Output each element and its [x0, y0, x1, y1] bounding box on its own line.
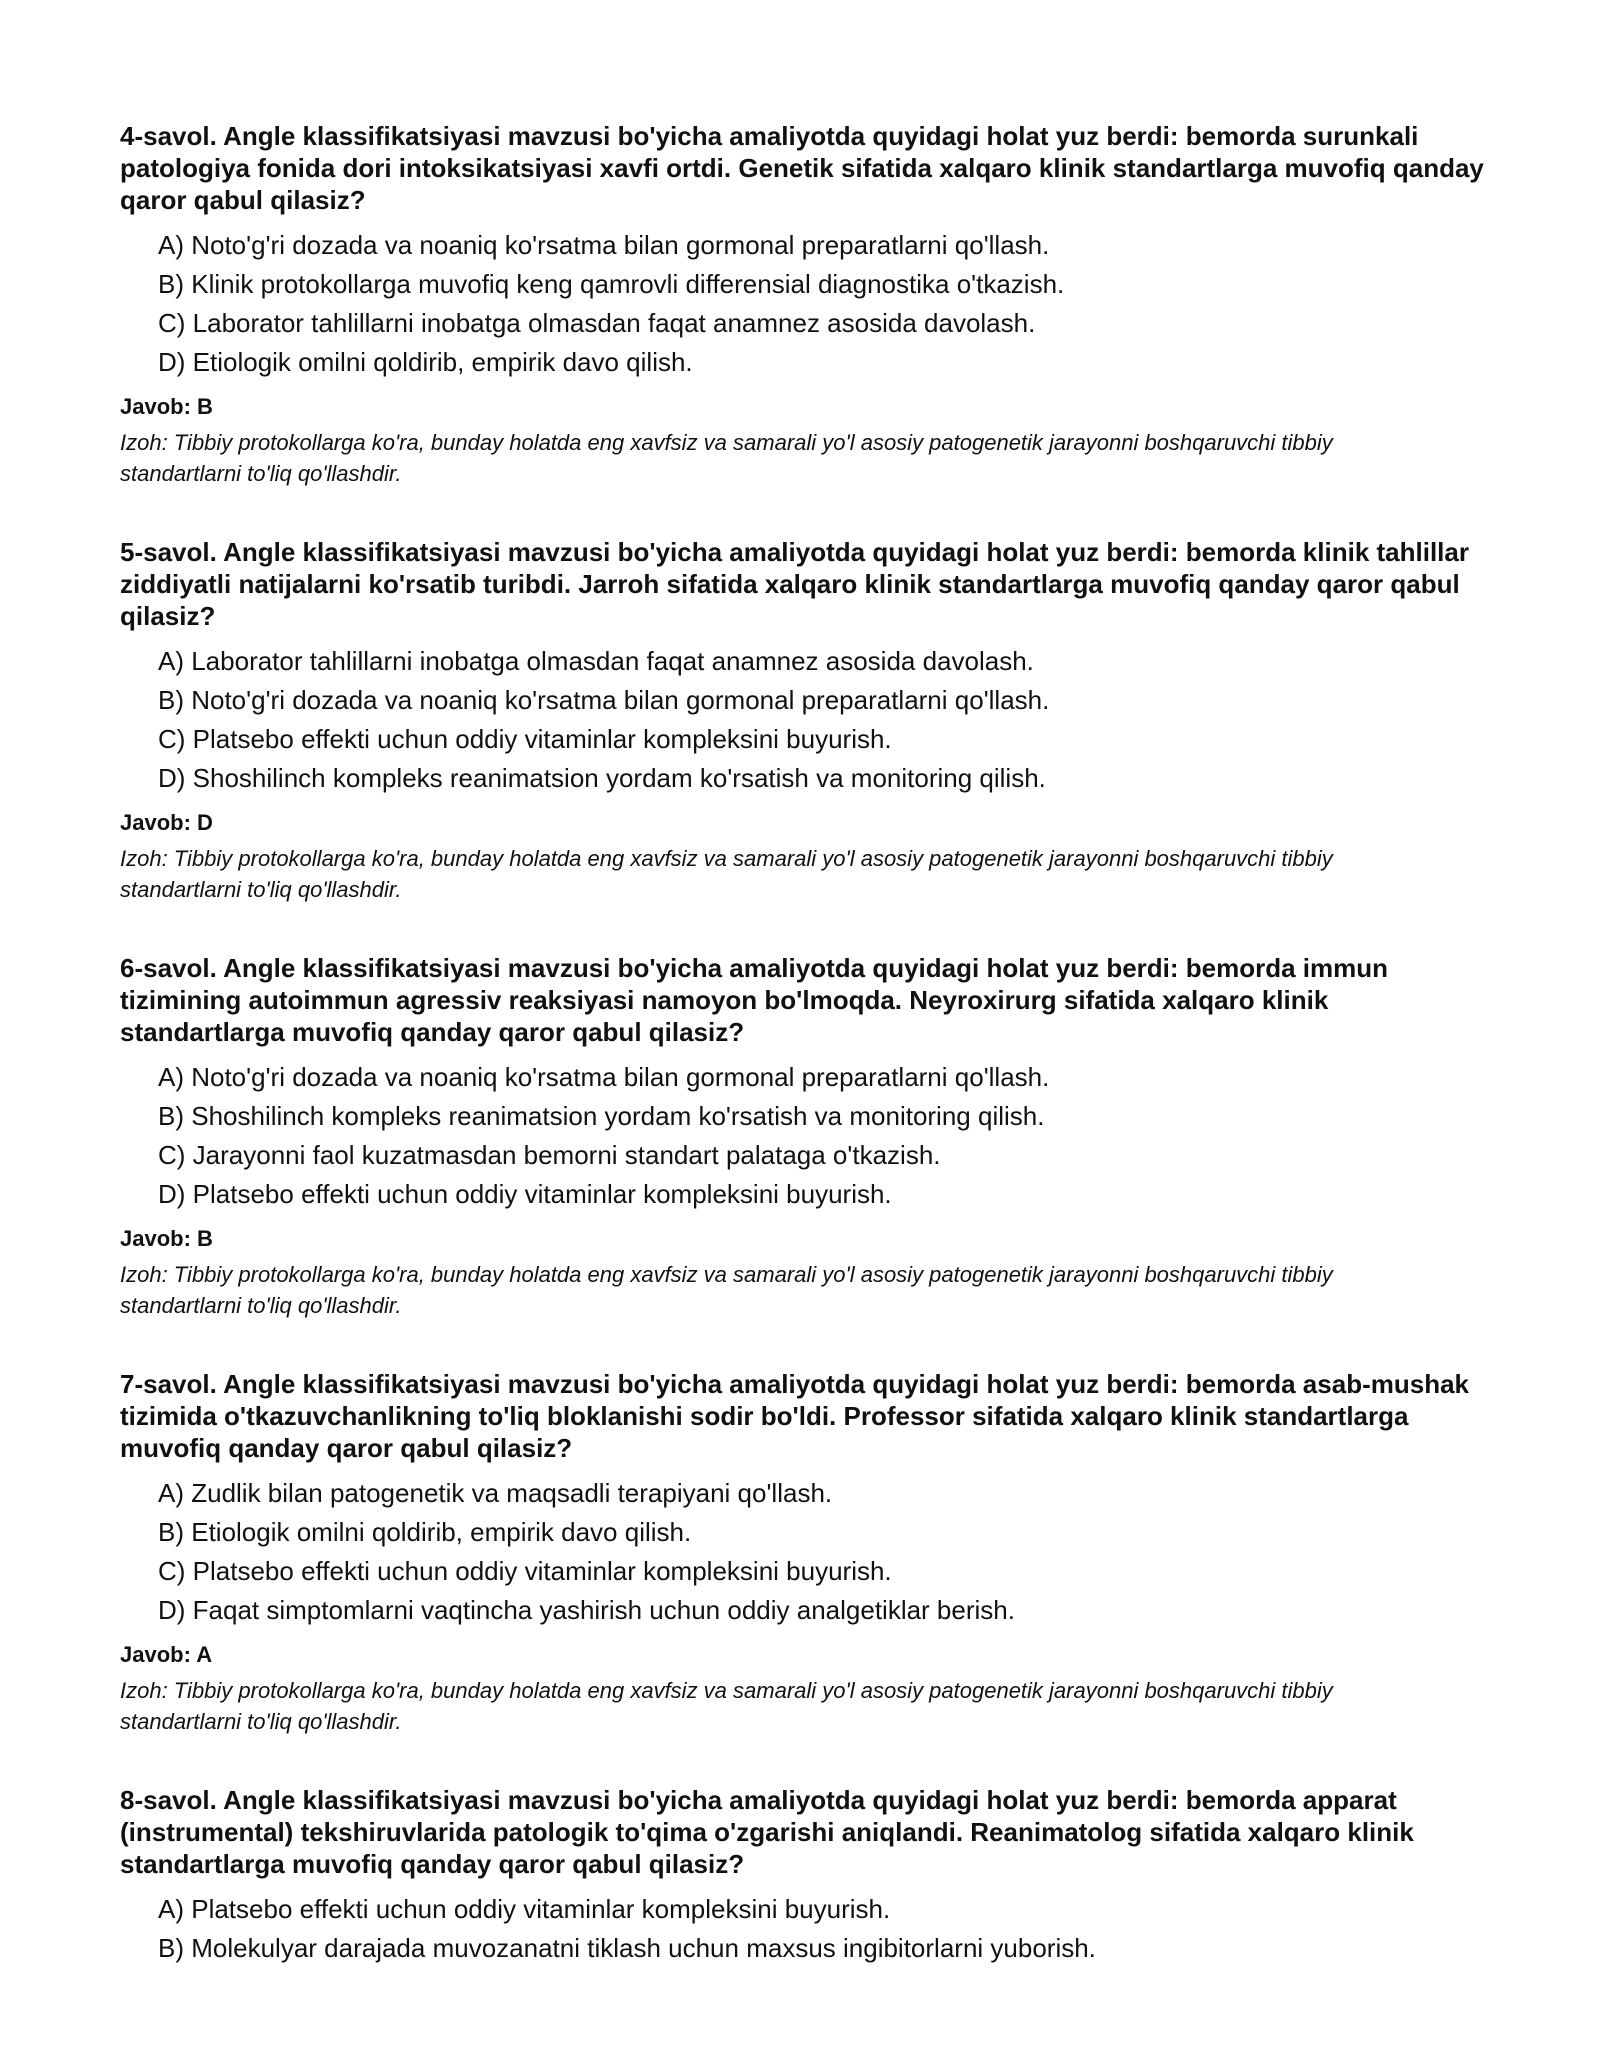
- option-b: B) Etiologik omilni qoldirib, empirik davo qilish.: [158, 1517, 692, 1547]
- options-list: [120, 1474, 1490, 1630]
- option-a: A) Platsebo effekti uchun oddiy vitaminlar kompleksini buyurish.: [158, 1894, 891, 1924]
- question-title: 5-savol. Angle klassifikatsiyasi mavzusi bo'yicha amaliyotda quyidagi holat yuz berdi: bemorda klinik tahlillar ziddiyatli natijalarni ko'rsatib turibdi. Jarroh sifatida xalqaro klinik standartlarga muvofiq qanday qaror qabul qilasiz?: [120, 537, 1469, 631]
- question-title: 4-savol. Angle klassifikatsiyasi mavzusi bo'yicha amaliyotda quyidagi holat yuz berdi: bemorda surunkali patologiya fonida dori intoksikatsiyasi xavfi ortdi. Genetik sifatida xalqaro klinik standartlarga muvofiq qanday qaror qabul qilasiz?: [120, 121, 1484, 215]
- option-c: C) Platsebo effekti uchun oddiy vitaminlar kompleksini buyurish.: [158, 1556, 892, 1586]
- options-list: [120, 226, 1490, 382]
- document-page: [120, 120, 1490, 2015]
- question-8: [120, 1784, 1490, 1968]
- option-b: B) Klinik protokollarga muvofiq keng qamrovli differensial diagnostika o'tkazish.: [158, 269, 1065, 299]
- option-a: A) Zudlik bilan patogenetik va maqsadli terapiyani qo'llash.: [158, 1478, 833, 1508]
- question-5: [120, 536, 1490, 905]
- option-d: D) Platsebo effekti uchun oddiy vitaminlar kompleksini buyurish.: [158, 1179, 892, 1209]
- answer-label: Javob: A: [120, 1642, 213, 1667]
- answer-label: Javob: D: [120, 810, 213, 835]
- options-list: [120, 1058, 1490, 1214]
- answer-label: Javob: B: [120, 394, 213, 419]
- question-title: 7-savol. Angle klassifikatsiyasi mavzusi bo'yicha amaliyotda quyidagi holat yuz berdi: bemorda asab-mushak tizimida o'tkazuvchanlikning to'liq bloklanishi sodir bo'ldi. Professor sifatida xalqaro klinik standartlarga muvofiq qanday qaror qabul qilasiz?: [120, 1369, 1469, 1463]
- option-b: B) Noto'g'ri dozada va noaniq ko'rsatma bilan gormonal preparatlarni qo'llash.: [158, 685, 1050, 715]
- option-b: B) Molekulyar darajada muvozanatni tiklash uchun maxsus ingibitorlarni yuborish.: [158, 1933, 1096, 1963]
- option-d: D) Shoshilinch kompleks reanimatsion yordam ko'rsatish va monitoring qilish.: [158, 763, 1046, 793]
- question-title: 8-savol. Angle klassifikatsiyasi mavzusi bo'yicha amaliyotda quyidagi holat yuz berdi: bemorda apparat (instrumental) tekshiruvlarida patologik to'qima o'zgarishi aniqlandi. Reanimatolog sifatida xalqaro klinik standartlarga muvofiq qanday qaror qabul qilasiz?: [120, 1785, 1414, 1879]
- explanation-note: Izoh: Tibbiy protokollarga ko'ra, bunday holatda eng xavfsiz va samarali yo'l asosiy patogenetik jarayonni boshqaruvchi tibbiy standartlarni to'liq qo'llashdir.: [120, 430, 1333, 486]
- options-list: [120, 1890, 1490, 1968]
- explanation-note: Izoh: Tibbiy protokollarga ko'ra, bunday holatda eng xavfsiz va samarali yo'l asosiy patogenetik jarayonni boshqaruvchi tibbiy standartlarni to'liq qo'llashdir.: [120, 1678, 1333, 1734]
- option-a: A) Noto'g'ri dozada va noaniq ko'rsatma bilan gormonal preparatlarni qo'llash.: [158, 230, 1050, 260]
- option-a: A) Noto'g'ri dozada va noaniq ko'rsatma bilan gormonal preparatlarni qo'llash.: [158, 1062, 1050, 1092]
- question-title: 6-savol. Angle klassifikatsiyasi mavzusi bo'yicha amaliyotda quyidagi holat yuz berdi: bemorda immun tizimining autoimmun agressiv reaksiyasi namoyon bo'lmoqda. Neyroxirurg sifatida xalqaro klinik standartlarga muvofiq qanday qaror qabul qilasiz?: [120, 953, 1389, 1047]
- explanation-note: Izoh: Tibbiy protokollarga ko'ra, bunday holatda eng xavfsiz va samarali yo'l asosiy patogenetik jarayonni boshqaruvchi tibbiy standartlarni to'liq qo'llashdir.: [120, 846, 1333, 902]
- question-7: [120, 1368, 1490, 1737]
- explanation-note: Izoh: Tibbiy protokollarga ko'ra, bunday holatda eng xavfsiz va samarali yo'l asosiy patogenetik jarayonni boshqaruvchi tibbiy standartlarni to'liq qo'llashdir.: [120, 1262, 1333, 1318]
- option-d: D) Faqat simptomlarni vaqtincha yashirish uchun oddiy analgetiklar berish.: [158, 1595, 1015, 1625]
- option-b: B) Shoshilinch kompleks reanimatsion yordam ko'rsatish va monitoring qilish.: [158, 1101, 1045, 1131]
- option-a: A) Laborator tahlillarni inobatga olmasdan faqat anamnez asosida davolash.: [158, 646, 1034, 676]
- question-6: [120, 952, 1490, 1321]
- question-4: [120, 120, 1490, 489]
- options-list: [120, 642, 1490, 798]
- answer-label: Javob: B: [120, 1226, 213, 1251]
- option-c: C) Jarayonni faol kuzatmasdan bemorni standart palataga o'tkazish.: [158, 1140, 941, 1170]
- option-d: D) Etiologik omilni qoldirib, empirik davo qilish.: [158, 347, 693, 377]
- option-c: C) Platsebo effekti uchun oddiy vitaminlar kompleksini buyurish.: [158, 724, 892, 754]
- option-c: C) Laborator tahlillarni inobatga olmasdan faqat anamnez asosida davolash.: [158, 308, 1036, 338]
